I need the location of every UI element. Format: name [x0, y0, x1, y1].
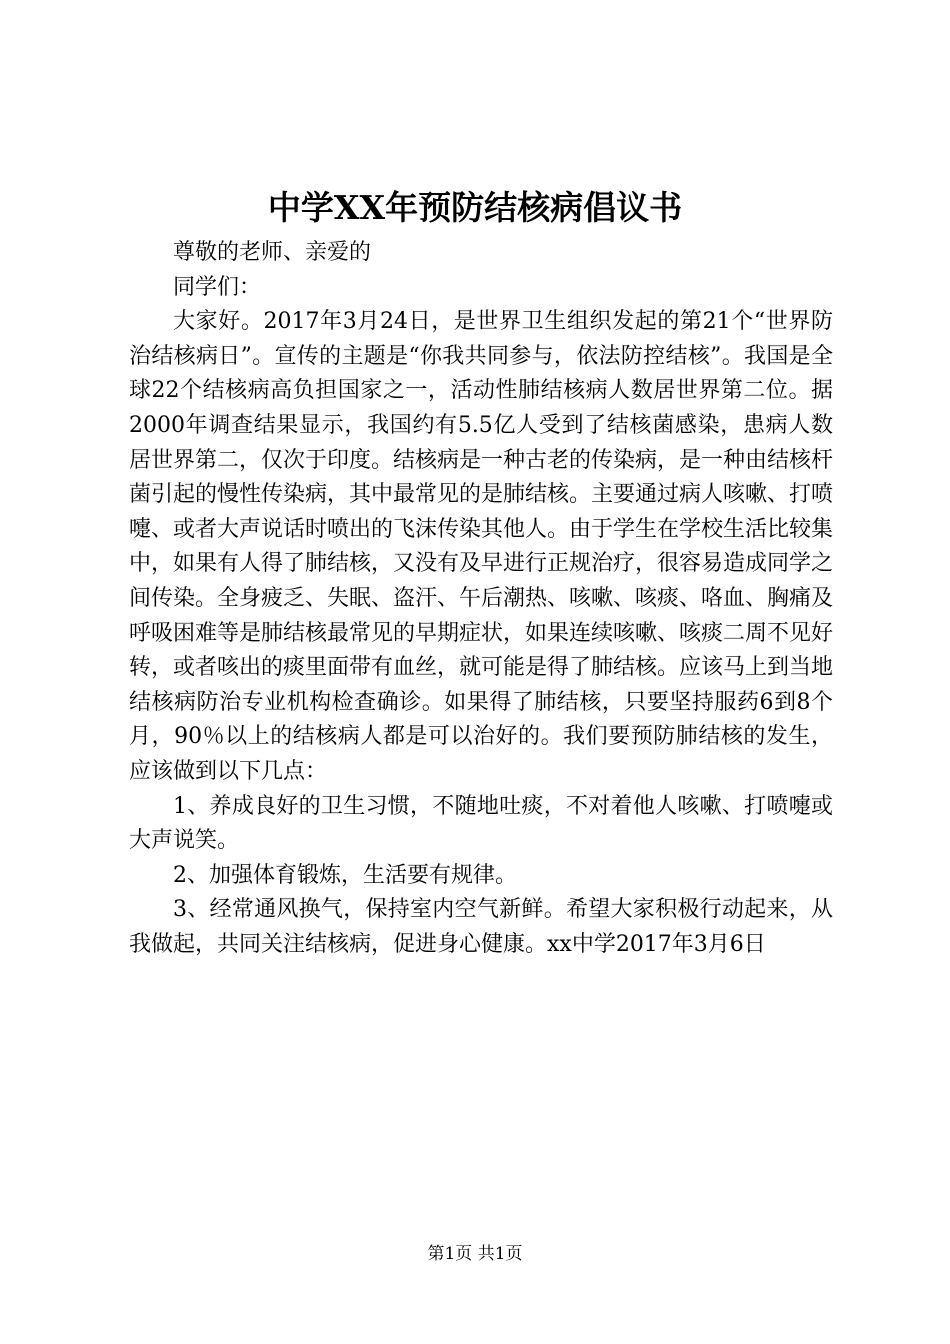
document-title: 中学XX年预防结核病倡议书	[267, 188, 683, 227]
paragraph-point-1: 1、养成良好的卫生习惯，不随地吐痰，不对着他人咳嗽、打喷嚏或大声说笑。	[129, 793, 833, 854]
salutation-line-2: 同学们：	[173, 274, 262, 300]
page-footer: 第1页 共1页	[427, 1244, 523, 1264]
paragraph-intro: 大家好。2017年3月24日，是世界卫生组织发起的第21个“世界防治结核病日”。宣传的主题是“你我共同参与，依法防控结核”。我国是全球22个结核病高负担国家之一，活动性肺结核病人数居世界第二位。据2000年调查结果显示，我国约有5.5亿人受到了结核菌感染，患病人数居世界第二，仅次于印度。结核病是一种古老的传染病，是一种由结核杆菌引起的慢性传染病，其中最常见的是肺结核。主要通过病人咳嗽、打喷嚏、或者大声说话时喷出的飞沫传染其他人。由于学生在学校生活比较集中，如果有人得了肺结核，又没有及早进行正规治疗，很容易造成同学之间传染。全身疲乏、失眠、盗汗、午后潮热、咳嗽、咳痰、咯血、胸痛及呼吸困难等是肺结核最常见的早期症状，如果连续咳嗽、咳痰二周不见好转，或者咳出的痰里面带有血丝，就可能是得了肺结核。应该马上到当地结核病防治专业机构检查确诊。如果得了肺结核，只要坚持服药6到8个月，90％以上的结核病人都是可以治好的。我们要预防肺结核的发生，应该做到以下几点：	[129, 309, 834, 784]
paragraph-point-2: 2、加强体育锻炼，生活要有规律。	[173, 862, 517, 888]
paragraph-point-3: 3、经常通风换气，保持室内空气新鲜。希望大家积极行动起来，从我做起，共同关注结核病，促进身心健康。xx中学2017年3月6日	[129, 897, 833, 957]
salutation-line-1: 尊敬的老师、亲爱的	[173, 240, 372, 265]
document-body	[129, 236, 833, 962]
